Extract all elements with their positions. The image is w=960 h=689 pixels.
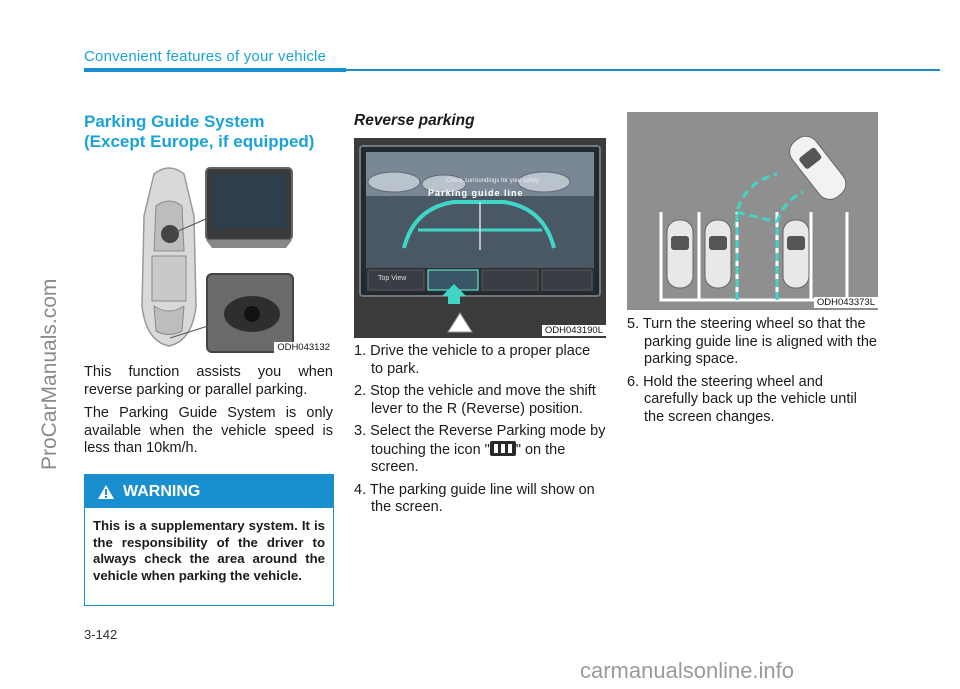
header-rule-thin — [346, 69, 940, 71]
warning-title: WARNING — [123, 482, 201, 500]
heading-line-1: Parking Guide System — [84, 112, 265, 131]
watermark-left[interactable]: ProCarManuals.com — [38, 278, 61, 470]
steps-list-2 — [627, 316, 879, 431]
list-item: 4. The parking guide line will show on the screen. — [354, 481, 595, 515]
heading-line-2: (Except Europe, if equipped) — [84, 132, 315, 151]
warning-triangle-icon — [97, 484, 115, 500]
list-item: 6. Hold the steering wheel and carefully back up the vehicle until the screen changes. — [627, 373, 857, 425]
top-view-button[interactable]: Top View — [378, 275, 407, 282]
subheading-reverse-parking: Reverse parking — [354, 112, 475, 129]
warning-box — [84, 474, 334, 606]
step-3-text-a: 3. Select the Reverse Parking mode by touching the icon " — [354, 423, 606, 458]
header-rule-thick — [84, 68, 346, 72]
watermark-bottom[interactable]: carmanualsonline.info — [580, 658, 795, 683]
screen-banner: Parking guide line — [428, 188, 524, 198]
section-heading — [84, 112, 314, 152]
figure-code: ODH043373L — [814, 297, 878, 308]
figure-parking-space — [627, 112, 878, 310]
reverse-parking-mode-icon — [490, 441, 516, 456]
intro-text — [84, 364, 333, 464]
list-item: 2. Stop the vehicle and move the shift lever to the R (Reverse) position. — [354, 383, 596, 417]
rear-camera-screen-illustration — [354, 138, 606, 338]
page-number: 3-142 — [84, 627, 118, 642]
warning-header — [85, 475, 333, 508]
paragraph: The Parking Guide System is only available when the vehicle speed is less than 10km/h. — [84, 405, 333, 456]
section-title: Convenient features of your vehicle — [84, 48, 327, 65]
figure-code: ODH043132 — [274, 342, 333, 353]
paragraph: This function assists you when reverse parking or parallel parking. — [84, 364, 333, 398]
steps-list-1 — [354, 343, 606, 522]
car-camera-illustration — [84, 156, 333, 355]
warning-text: This is a supplementary system. It is the responsibility of the driver to always check the area around the vehicle when parking the vehicle. — [93, 518, 325, 583]
parking-space-illustration — [627, 112, 878, 310]
list-item: 5. Turn the steering wheel so that the parking guide line is aligned with the parking space. — [627, 316, 877, 367]
list-item — [354, 423, 606, 477]
figure-rear-camera-screen — [354, 138, 606, 338]
step-3-text-b: " on the screen. — [371, 441, 566, 475]
screen-subtext: Check surroundings for your safety — [446, 178, 540, 184]
figure-car-camera — [84, 156, 333, 355]
list-item: 1. Drive the vehicle to a proper place to park. — [354, 343, 591, 377]
figure-code: ODH043190L — [542, 325, 606, 336]
